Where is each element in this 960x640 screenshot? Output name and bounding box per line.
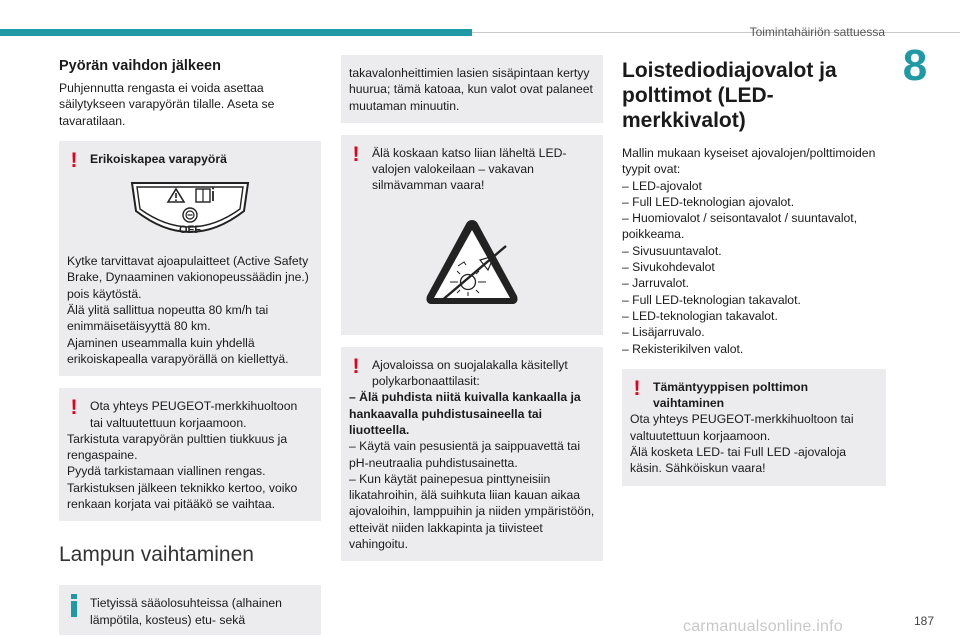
led-intro: Mallin mukaan kyseiset ajovalojen/polttimoiden tyypit ovat: <box>622 146 876 177</box>
page-number: 187 <box>913 614 934 628</box>
warning-line: Älä ylitä sallittua nopeutta 80 km/h tai enimmäisetäisyyttä 80 km. <box>67 303 269 334</box>
warning-line: Pyydä tarkistamaan viallinen rengas. <box>67 464 266 479</box>
warning-line: Ota yhteys PEUGEOT-merkkihuoltoon tai valtuutettuun korjaamoon. <box>630 412 854 443</box>
exclamation-icon: ! <box>352 354 360 378</box>
exclamation-icon: ! <box>352 142 360 166</box>
column-1 <box>59 58 321 635</box>
warning-item: – Käytä vain pesusientä ja saippuavettä tai pH-neutraalia puhdistusainetta. <box>349 439 581 470</box>
warning-text: Älä koskaan katso liian läheltä LED-valojen valokeilaan – vakavan silmävamman vaara! <box>372 145 567 193</box>
warning-title: Tämäntyyppisen polttimon vaihtaminen <box>653 379 809 411</box>
section-title-bulb-change: Lampun vaihtaminen <box>59 543 254 567</box>
instrument-panel-illustration <box>128 177 252 243</box>
warning-box-polycarbonate <box>341 347 603 562</box>
list-item: – Full LED-teknologian takavalot. <box>622 292 801 307</box>
column-2 <box>341 55 603 561</box>
led-section-title: Loistediodiajovalot ja polttimot (LED-merkkivalot) <box>622 59 837 132</box>
after-change-heading: Pyörän vaihdon jälkeen <box>59 58 221 74</box>
led-eye-hazard-illustration <box>422 216 522 308</box>
exclamation-icon: ! <box>633 376 641 400</box>
warning-lead: Ajovaloissa on suojalakalla käsitellyt polykarbonaattilasit: <box>372 357 568 389</box>
list-item: – LED-teknologian takavalot. <box>622 308 778 323</box>
warning-line: Tarkistuksen jälkeen teknikko kertoo, voiko renkaan korjata vai pitääkö se vaihtaa. <box>67 480 298 512</box>
list-item: – Rekisterikilven valot. <box>622 341 744 356</box>
exclamation-icon: ! <box>70 396 78 420</box>
header-rule <box>472 32 960 33</box>
warning-box-led-replace <box>622 369 886 486</box>
info-text-cont: takavalonheittimien lasien sisäpintaan kertyy huurua; tämä katoaa, kun valot ovat palaneet muutaman minuutin. <box>349 66 593 113</box>
warning-lead: Ota yhteys PEUGEOT-merkkihuoltoon tai valtuutettuun korjaamoon. <box>90 399 298 430</box>
list-item: – Sivusuuntavalot. <box>622 243 722 258</box>
warning-line: Älä kosketa LED- tai Full LED -ajovaloja käsin. Sähköiskun vaara! <box>630 445 847 476</box>
warning-box-dealer <box>59 388 321 521</box>
list-item: – LED-ajovalot <box>622 178 702 193</box>
info-box-condensation <box>59 585 321 635</box>
off-label: OFF <box>179 224 201 237</box>
running-header: Toimintahäiriön sattuessa <box>749 25 885 39</box>
header-accent-bar <box>0 29 472 36</box>
list-item: – Sivukohdevalot <box>622 260 715 275</box>
list-item: – Lisäjarruvalo. <box>622 325 705 340</box>
warning-line: Kytke tarvittavat ajoapulaitteet (Active Safety Brake, Dynaaminen vakionopeussäädin jne.) pois käytöstä. <box>67 254 309 301</box>
info-icon <box>69 594 79 616</box>
warning-box-led-eye <box>341 135 603 335</box>
warning-line: Tarkistuta varapyörän pulttien tiukkuus ja rengaspaine. <box>67 431 288 463</box>
exclamation-icon: ! <box>70 148 78 172</box>
list-item: – Jarruvalot. <box>622 276 690 291</box>
list-item: – Huomiovalot / seisontavalot / suuntavalot, poikkeama. <box>622 211 858 242</box>
after-change-text: Puhjennutta rengasta ei voida asettaa säilytykseen varapyörän tilalle. Aseta se tavaratilaan. <box>59 81 275 128</box>
warning-line: Ajaminen useammalla kuin yhdellä erikoiskapealla varapyörällä on kiellettyä. <box>67 335 289 366</box>
list-item: – Full LED-teknologian ajovalot. <box>622 194 795 209</box>
warning-box-narrow-spare <box>59 141 321 376</box>
warning-item: – Kun käytät painepesua pinttyneisiin likatahroihin, älä suihkuta liian kauan aikaa ajovaloihin, lamppuihin ja niiden ympäristöön, etteivät niiden lakkapinta ja tiivisteet vahingoitu. <box>349 471 595 552</box>
warning-item-bold: – Älä puhdista niitä kuivalla kankaalla ja hankaavalla puhdistusaineella tai liuotteella. <box>349 390 581 437</box>
column-3 <box>622 58 884 486</box>
info-box-condensation-cont <box>341 55 603 123</box>
chapter-number: 8 <box>902 41 928 90</box>
warning-title: Erikoiskapea varapyörä <box>90 151 227 166</box>
info-text: Tietyissä sääolosuhteissa (alhainen lämpötila, kosteus) etu- sekä <box>90 596 282 627</box>
watermark: carmanualsonline.info <box>683 618 843 635</box>
